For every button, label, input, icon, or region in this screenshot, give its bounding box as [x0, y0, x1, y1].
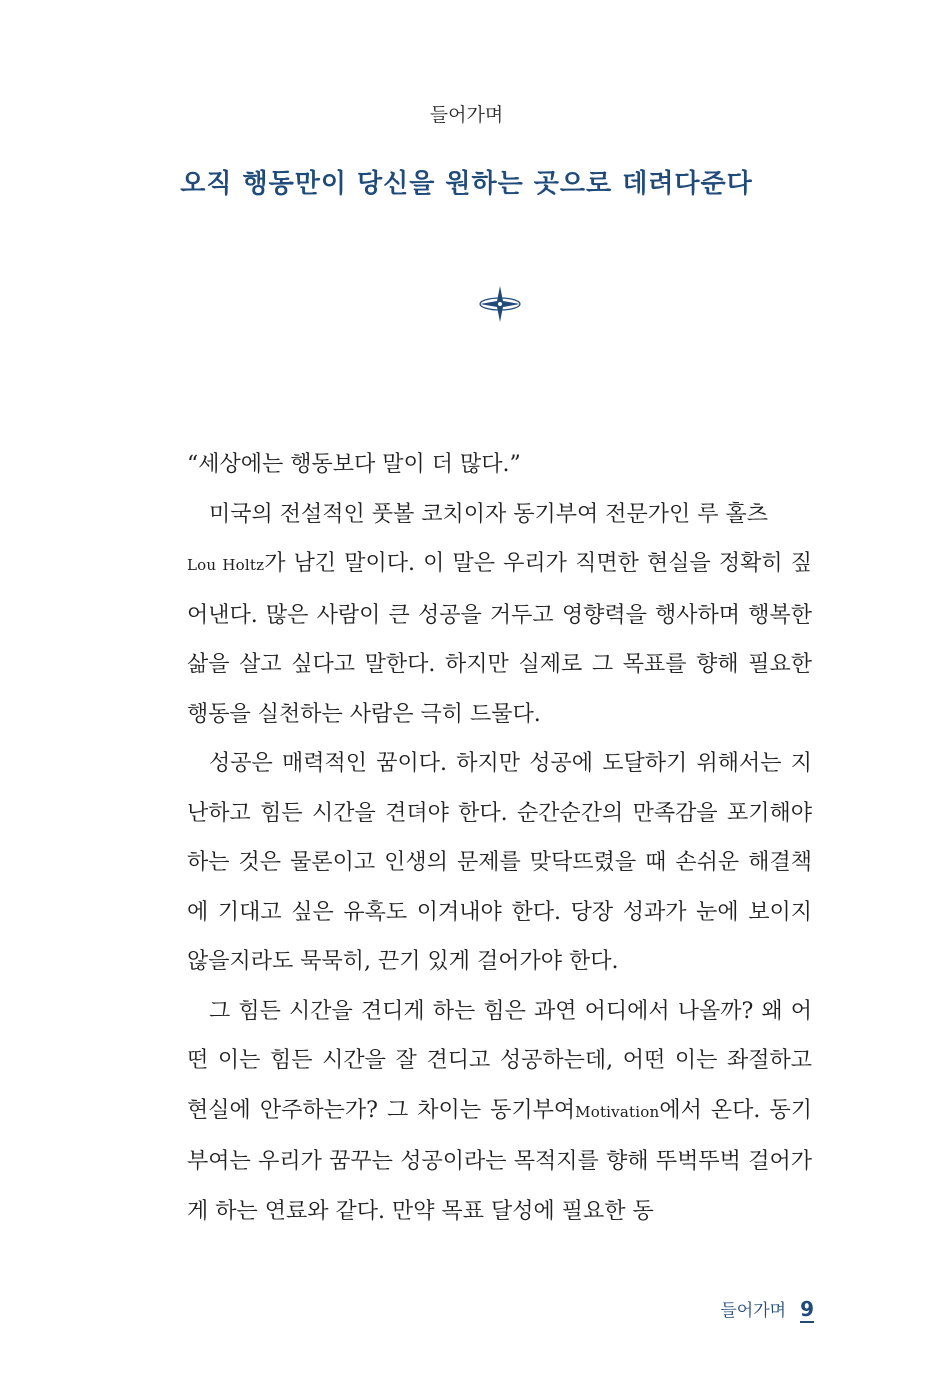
- paragraph-text: 가 남긴 말이다. 이 말은 우리가 직면한 현실을 정확히 짚어낸다. 많은 사람이 큰 성공을 거두고 영향력을 행사하며 행복한 삶을 살고 싶다고 말한다. 하지만 실제로 그 목표를 향해 필요한 행동을 실천하는 사람은 극히 드물다.: [187, 551, 813, 727]
- paragraph-text: 에서 온다. 동기부여는 우리가 꿈꾸는 성공이라는 목적지를 향해 뚜벅뚜벅 걸어가게 하는 연료와 같다. 만약 목표 달성에 필요한 동: [187, 1097, 812, 1224]
- page-footer: [720, 1296, 814, 1323]
- compass-star-icon: [478, 284, 522, 324]
- opening-quote: “세상에는 행동보다 말이 더 많다.”: [187, 452, 521, 477]
- paragraph-text: 미국의 전설적인 풋볼 코치이자 동기부여 전문가인 루 홀츠: [209, 501, 769, 527]
- section-label: 들어가며: [429, 104, 504, 126]
- latin-term: Motivation: [575, 1102, 660, 1121]
- paragraph: [187, 987, 812, 1237]
- paragraph: 성공은 매력적인 꿈이다. 하지만 성공에 도달하기 위해서는 지난하고 힘든 시간을 견뎌야 한다. 순간순간의 만족감을 포기해야 하는 것은 물론이고 인생의 문제를 맞닥뜨렸을 때 손쉬운 해결책에 기대고 싶은 유혹도 이겨내야 한다. 당장 성과가 눈에 보이지 않을지라도 묵묵히, 끈기 있게 걸어가야 한다.: [187, 751, 812, 974]
- latin-name: Lou Holtz: [187, 556, 265, 574]
- running-footer-label: 들어가며: [720, 1301, 787, 1321]
- page-number: 9: [800, 1297, 814, 1321]
- body-text: [187, 440, 812, 1236]
- paragraph: [187, 490, 812, 740]
- paragraph-text: 그 힘든 시간을 견디게 하는 힘은 과연 어디에서 나올까? 왜 어떤 이는 힘든 시간을 잘 견디고 성공하는데, 어떤 이는 좌절하고 현실에 안주하는가? 그 차이는 동기부여: [187, 998, 812, 1123]
- chapter-title: 오직 행동만이 당신을 원하는 곳으로 데려다준다: [180, 169, 753, 199]
